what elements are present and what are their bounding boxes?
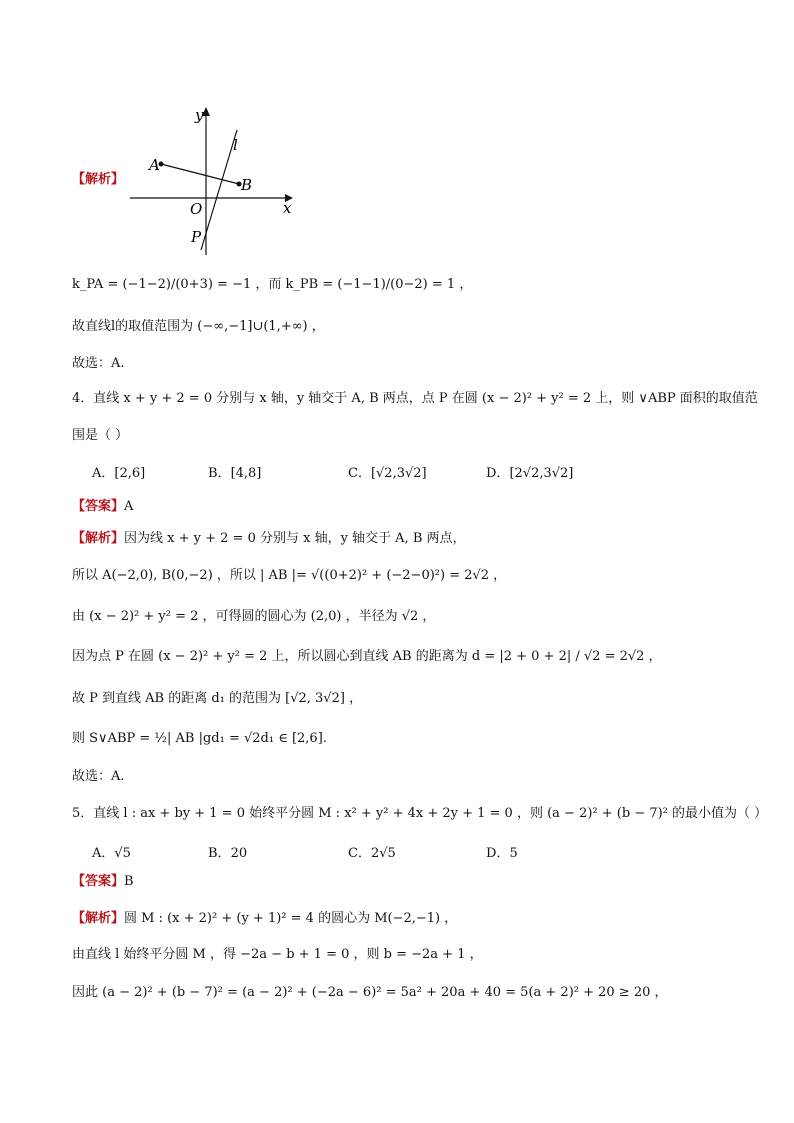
q5-analysis-line2: 由直线 l 始终平分圆 M ，得 −2a − b + 1 = 0 ，则 b = −2a + 1 ，: [72, 947, 483, 962]
q4-analysis-line6: 则 S∨ABP = ½| AB |gd₁ = √2d₁ ∈ [2,6].: [72, 731, 327, 746]
q5-stem: 5．直线 l : ax + by + 1 = 0 始终平分圆 M : x² + y² + 4x + 2y + 1 = 0 ，则 (a − 2)² + (b − 7)² 的最小值为（ ）: [72, 806, 768, 821]
q5-option-d: D．5: [486, 846, 518, 861]
q5-option-a: A．√5: [92, 846, 131, 861]
point-a-label: A: [149, 156, 160, 174]
q4-option-d: D．[2√2,3√2]: [486, 466, 574, 481]
origin-label: O: [190, 200, 203, 218]
q4-stem-line2: 围是（ ）: [72, 428, 129, 443]
q3-choice-line: 故选：A.: [72, 356, 125, 371]
q4-analysis-line2: 所以 A(−2,0), B(0,−2) ，所以 | AB |= √((0+2)² + (−2−0)²) = 2√2 ，: [72, 568, 507, 583]
q4-analysis-line5: 故 P 到直线 AB 的距离 d₁ 的范围为 [√2, 3√2] ，: [72, 691, 363, 706]
x-axis-label: x: [283, 199, 292, 217]
q5-option-c: C．2√5: [348, 846, 396, 861]
q4-analysis-line4: 因为点 P 在圆 (x − 2)² + y² = 2 上，所以圆心到直线 AB 的距离为 d = |2 + 0 + 2| / √2 = 2√2 ，: [72, 649, 662, 664]
q4-analysis-line3: 由 (x − 2)² + y² = 2 ，可得圆的圆心为 (2,0) ，半径为 √2 ，: [72, 609, 436, 624]
q5-option-b: B．20: [208, 846, 248, 861]
q4-option-b: B．[4,8]: [208, 466, 262, 481]
q4-stem-line1: 4．直线 x + y + 2 = 0 分别与 x 轴，y 轴交于 A, B 两点，点 P 在圆 (x − 2)² + y² = 2 上，则 ∨ABP 面积的取值范: [72, 391, 758, 406]
q4-option-c: C．[√2,3√2]: [348, 466, 427, 481]
q4-choice-line: 故选：A.: [72, 769, 125, 784]
q4-analysis-line1: 【解析】因为线 x + y + 2 = 0 分别与 x 轴，y 轴交于 A, B 两点，: [72, 531, 466, 546]
q4-answer: 【答案】A: [72, 499, 134, 514]
segment-ab: [161, 164, 239, 184]
point-p-label: P: [191, 228, 202, 246]
q5-analysis-line1: 【解析】圆 M : (x + 2)² + (y + 1)² = 4 的圆心为 M(−2,−1) ，: [72, 911, 458, 926]
q3-range-line: 故直线l的取值范围为 (−∞,−1]∪(1,+∞) ，: [72, 319, 325, 334]
analysis-label-q3: 【解析】: [72, 172, 125, 187]
coordinate-figure: [125, 100, 305, 260]
q5-answer: 【答案】B: [72, 874, 134, 889]
line-l-label: l: [233, 136, 238, 154]
y-axis-label: y: [195, 106, 204, 124]
q4-option-a: A．[2,6]: [92, 466, 146, 481]
q3-slope-line: k_PA = (−1−2)/(0+3) = −1 ，而 k_PB = (−1−1)/(0−2) = 1 ，: [72, 277, 473, 292]
point-b-label: B: [241, 176, 253, 194]
q5-analysis-line3: 因此 (a − 2)² + (b − 7)² = (a − 2)² + (−2a − 6)² = 5a² + 20a + 40 = 5(a + 2)² + 20 ≥ 20 ，: [72, 985, 668, 1000]
